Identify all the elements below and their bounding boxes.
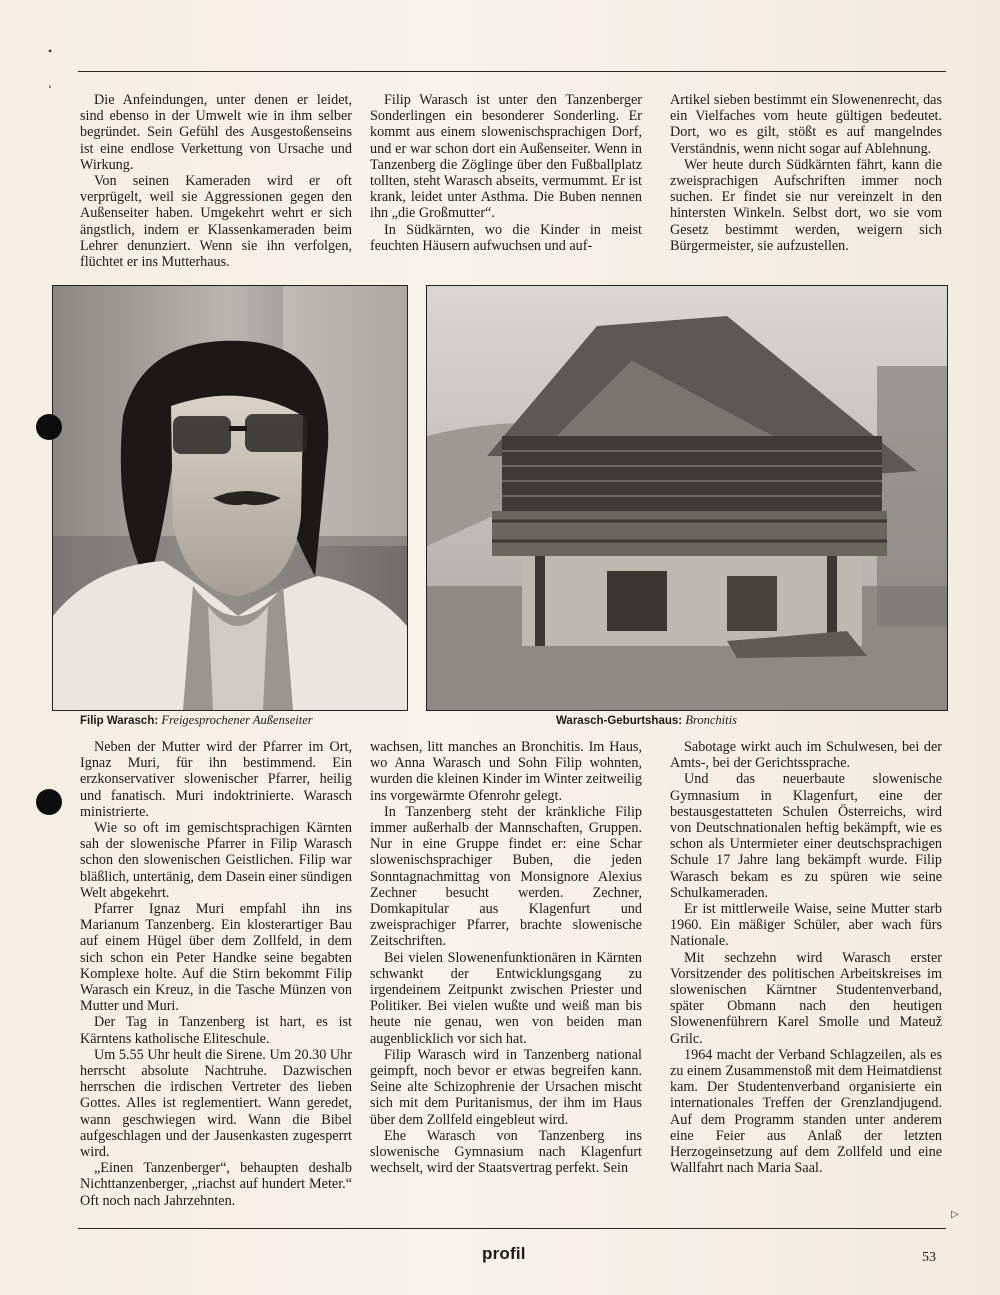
paragraph: Ehe Warasch von Tanzenberg ins slowenische Gymnasium nach Klagenfurt wechselt, wird der Staatsvertrag perfekt. Sein — [370, 1127, 642, 1177]
house-caption — [556, 713, 737, 728]
paragraph: 1964 macht der Verband Schlagzeilen, als es zu einem Zusammenstoß mit dem Heimatdienst kam. Der Studentenverband organisierte ein internationales Treffen der Grenzlandjugend. Auf dem Programm standen unter anderem eine Feier aus Anlaß der letzten Herzogeinsetzung auf dem Zollfeld und eine Wallfahrt nach Maria Saal. — [670, 1046, 942, 1177]
bottom-rule — [78, 1228, 946, 1229]
top-column-1 — [80, 92, 352, 270]
bottom-column-3 — [670, 739, 942, 1176]
house-photo — [426, 285, 948, 711]
paragraph: „Einen Tanzenberger“, behaupten deshalb Nichttanzenberger, „riachst auf hundert Meter.“ Oft noch nach Jahrzehnten. — [80, 1160, 352, 1209]
caption-name: Warasch-Geburtshaus: — [556, 715, 683, 727]
scan-mark: • — [48, 44, 53, 58]
paragraph: Um 5.55 Uhr heult die Sirene. Um 20.30 Uhr herrscht absolute Nachtruhe. Dazwischen herrschen die irdischen Vertreter des lieben Gottes. Alles ist reglementiert. Wann geredet, wann geschwiegen wird. Wann die Bibel aufgeschlagen und der Jausenkasten zugesperrt wird. — [80, 1046, 352, 1161]
paragraph: Die Anfeindungen, unter denen er leidet, sind ebenso in der Umwelt wie in ihm selber begründet. Sein Gefühl des Ausgestoßenseins ist eine endlose Verkettung von Ursache und Wirkung. — [80, 92, 352, 173]
paragraph: Pfarrer Ignaz Muri empfahl ihn ins Marianum Tanzenberg. Ein klosterartiger Bau auf einem Hügel über dem Zollfeld, in dem sich schon ein Peter Handke seine begabten Komplexe holte. Auf die Stirn bekommt Filip Warasch ein Kreuz, in die Tasche Münzen von Mutter und Muri. — [80, 901, 352, 1015]
magazine-masthead: profil — [482, 1244, 526, 1263]
bottom-column-2 — [370, 739, 642, 1176]
paragraph: Der Tag in Tanzenberg ist hart, es ist Kärntens katholische Eliteschule. — [80, 1014, 352, 1047]
paragraph: Mit sechzehn wird Warasch erster Vorsitzender des politischen Arbeitskreises im slowenischen Kärntner Studentenverband, später Obmann nach den heutigen Slowenenführern Karel Smolle und Mateuž Grilc. — [670, 949, 942, 1047]
paragraph: wachsen, litt manches an Bronchitis. Im Haus, wo Anna Warasch und Sohn Filip wohnten, wurden die kleinen Kinder im Winter zeitweilig ins vorgewärmte Ofenrohr gelegt. — [370, 739, 642, 804]
caption-text: Freigesprochener Außenseiter — [161, 713, 313, 727]
paragraph: Bei vielen Slowenenfunktionären in Kärnten schwankt der Entwicklungsgang zu irgendeinem Zeitpunkt zwischen Priester und Politiker. Bei vielen wußte und weiß man bis heute nie genau, wen von beiden man augenblicklich vor sich hat. — [370, 949, 642, 1047]
top-column-3 — [670, 92, 942, 254]
paragraph: Artikel sieben bestimmt ein Slowenenrecht, das ein Vielfaches vom heute gültigen bedeutet. Dort, wo es gilt, stößt es auf mangelndes Verständnis, wenn nicht sogar auf Ablehnung. — [670, 92, 942, 157]
portrait-caption — [80, 713, 313, 728]
punch-hole-icon — [36, 414, 62, 440]
paragraph: Filip Warasch ist unter den Tanzenberger Sonderlingen ein besonderer Sonderling. Er kommt aus einem slowenischsprachigen Dorf, und er war schon dort ein Außenseiter. Wenn in Tanzenberg die Zöglinge über den Fußballplatz tollten, steht Warasch abseits, vermummt. Er ist krank, leidet unter Asthma. Die Buben nennen ihn „die Großmutter“. — [370, 92, 642, 222]
top-column-2 — [370, 92, 642, 254]
scan-mark: ʻ — [48, 82, 52, 96]
page-number: 53 — [922, 1250, 936, 1265]
paragraph: Und das neuerbaute slowenische Gymnasium in Klagenfurt, eine der bestausgestatteten Schulen Österreichs, wird von Deutschnationalen heftig bekämpft, wie es schon als Untermieter einer deutschsprachigen Schule 17 Jahre lang bekämpft wurde. Filip Warasch bekam es zu spüren wie seine Schulkameraden. — [670, 771, 942, 901]
paragraph: In Tanzenberg steht der kränkliche Filip immer außerhalb der Mannschaften, Gruppen. Nur in eine Gruppe findet er: eine Schar slowenischsprachiger Buben, die jeden Sonntagnachmittag von Monsignore Alexius Zechner besucht werden. Zechner, Domkapitular aus Klagenfurt und zweisprachiger Pfarrer, brachte slowenische Zeitschriften. — [370, 803, 642, 950]
portrait-photo — [52, 285, 408, 711]
paragraph: Er ist mittlerweile Waise, seine Mutter starb 1960. Ein mäßiger Schüler, aber wach fürs Nationale. — [670, 901, 942, 950]
top-rule — [78, 71, 946, 72]
paragraph: Von seinen Kameraden wird er oft verprügelt, weil sie Aggressionen gegen den Außenseiter haben. Umgekehrt wehrt er sich ängstlich, indem er Klassenkameraden beim Lehrer denunziert. Wenn sie ihn verfolgen, flüchtet er ins Mutterhaus. — [80, 173, 352, 271]
caption-name: Filip Warasch: — [80, 715, 159, 727]
paragraph: Filip Warasch wird in Tanzenberg national geimpft, noch bevor er etwas begreifen kann. Seine alte Schizophrenie der Ursachen mischt sich mit dem Puritanismus, der ihm im Haus über dem Zollfeld eingebleut wird. — [370, 1046, 642, 1128]
arrow-right-icon: ▷ — [951, 1209, 959, 1220]
paragraph: Sabotage wirkt auch im Schulwesen, bei der Amts-, bei der Gerichtssprache. — [670, 739, 942, 772]
portrait-illustration — [53, 286, 407, 710]
caption-text: Bronchitis — [685, 713, 737, 727]
paragraph: In Südkärnten, wo die Kinder in meist feuchten Häusern aufwuchsen und auf- — [370, 221, 642, 254]
paragraph: Wer heute durch Südkärnten fährt, kann die zweisprachigen Aufschriften immer noch suchen. Er findet sie nur vereinzelt in den hintersten Winkeln. Selbst dort, wo sie vom Gesetz bestimmt werden, weigern sich Bürgermeister, sie aufzustellen. — [670, 156, 942, 254]
punch-hole-icon — [36, 789, 62, 815]
bottom-column-1 — [80, 739, 352, 1209]
paragraph: Wie so oft im gemischtsprachigen Kärnten sah der slowenische Pfarrer in Filip Warasch schon den slowenischen Geistlichen. Filip war bläßlich, untertänig, dem Dasein einer sündigen Welt abgekehrt. — [80, 820, 352, 901]
house-illustration — [427, 286, 947, 710]
paragraph: Neben der Mutter wird der Pfarrer im Ort, Ignaz Muri, für ihn bestimmend. Ein erzkonservativer slowenischer Pfarrer, heilig und fanatisch. Muri indoktrinierte. Warasch ministrierte. — [80, 739, 352, 820]
